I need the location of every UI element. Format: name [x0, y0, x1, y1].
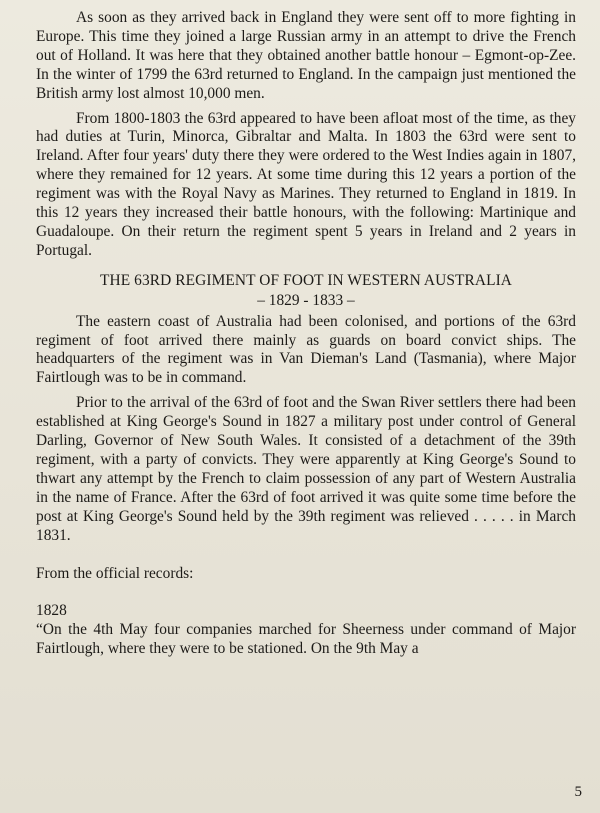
section-dates: – 1829 - 1833 – [257, 291, 355, 309]
paragraph-king-georges-sound: Prior to the arrival of the 63rd of foot and the Swan River settlers there had been established at King George's Sound in 1827 a military post under control of General Darling, Governor of New South Wales. It consisted of a detachment of the 39th regiment, with a party of convicts. They were apparently at King George's Sound to thwart any attempt by the French to claim possession of any part of Western Australia in the name of France. After the 63rd of foot arrived it was quite some time before the post at King George's Sound held by the 39th regiment was relieved . . . . . in March 1831. [36, 394, 576, 544]
official-records-label: From the official records: [36, 565, 194, 583]
page-number: 5 [574, 784, 582, 800]
section-heading: THE 63RD REGIMENT OF FOOT IN WESTERN AUSTRALIA [99, 271, 513, 289]
paragraph-return-to-england: As soon as they arrived back in England they were sent off to more fighting in Europe. This time they joined a large Russian army in an attempt to drive the French out of Holland. It was here that they obtained another battle honour – Egmont-op-Zee. In the winter of 1799 the 63rd returned to England. In the campaign just mentioned the British army lost almost 10,000 men. [36, 9, 576, 102]
record-quote: “On the 4th May four companies marched for Sheerness under command of Major Fairtlough, where they were to be stationed. On the 9th May a [36, 621, 576, 658]
paragraph-1800-1803: From 1800-1803 the 63rd appeared to have been afloat most of the time, as they had duties at Turin, Minorca, Gibraltar and Malta. In 1803 the 63rd were sent to Ireland. After four years' duty there they were ordered to the West Indies again in 1807, where they remained for 12 years. At some time during this 12 years a portion of the regiment was with the Royal Navy as Marines. They returned to England in 1819. In this 12 years they increased their battle honours, with the following: Martinique and Guadaloupe. On their return the regiment spent 5 years in Ireland and 2 years in Portugal. [36, 109, 576, 259]
record-year: 1828 [36, 602, 67, 620]
paragraph-eastern-coast: The eastern coast of Australia had been colonised, and portions of the 63rd regiment of foot arrived there mainly as guards on board convict ships. The headquarters of the regiment was in Van Dieman's Land (Tasmania), where Major Fairtlough was to be in command. [36, 312, 576, 387]
page-text [36, 9, 576, 659]
